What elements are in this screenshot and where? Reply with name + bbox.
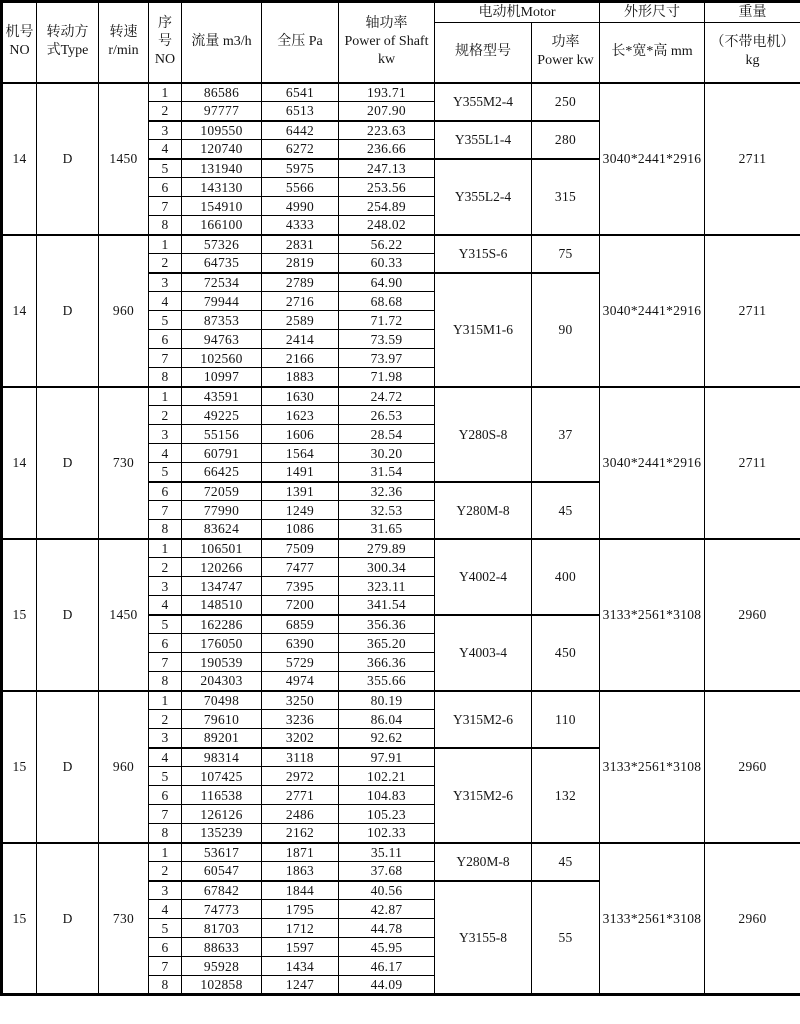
cell-shaft-power: 341.54 — [339, 596, 435, 615]
cell-shaft-power: 254.89 — [339, 197, 435, 216]
cell-shaft-power: 44.78 — [339, 919, 435, 938]
cell-shaft-power: 355.66 — [339, 672, 435, 691]
cell-motor-model: Y280S-8 — [435, 387, 532, 482]
cell-pressure: 6442 — [262, 121, 339, 140]
cell-pressure: 5566 — [262, 178, 339, 197]
cell-flow: 10997 — [182, 368, 262, 387]
cell-shaft-power: 56.22 — [339, 235, 435, 254]
cell-motor-power: 280 — [532, 121, 600, 159]
table-body — [2, 83, 800, 995]
col-header-speed: 转速 r/min — [99, 2, 149, 83]
cell-shaft-power: 104.83 — [339, 786, 435, 805]
cell-seq-no: 8 — [149, 976, 182, 995]
cell-shaft-power: 71.72 — [339, 311, 435, 330]
cell-pressure: 4990 — [262, 197, 339, 216]
cell-shaft-power: 28.54 — [339, 425, 435, 444]
cell-pressure: 1247 — [262, 976, 339, 995]
cell-motor-power: 37 — [532, 387, 600, 482]
cell-pressure: 1795 — [262, 900, 339, 919]
cell-drive-type: D — [37, 843, 99, 995]
cell-shaft-power: 32.53 — [339, 501, 435, 520]
cell-flow: 120266 — [182, 558, 262, 577]
cell-flow: 143130 — [182, 178, 262, 197]
cell-seq-no: 4 — [149, 900, 182, 919]
cell-shaft-power: 279.89 — [339, 539, 435, 558]
cell-flow: 43591 — [182, 387, 262, 406]
cell-seq-no: 8 — [149, 216, 182, 235]
cell-motor-power: 45 — [532, 843, 600, 881]
cell-flow: 60791 — [182, 444, 262, 463]
cell-seq-no: 5 — [149, 159, 182, 178]
cell-seq-no: 6 — [149, 634, 182, 653]
cell-flow: 107425 — [182, 767, 262, 786]
cell-pressure: 2486 — [262, 805, 339, 824]
cell-shaft-power: 24.72 — [339, 387, 435, 406]
cell-motor-power: 75 — [532, 235, 600, 273]
cell-shaft-power: 236.66 — [339, 140, 435, 159]
cell-seq-no: 1 — [149, 387, 182, 406]
cell-seq-no: 2 — [149, 862, 182, 881]
cell-flow: 72059 — [182, 482, 262, 501]
cell-flow: 57326 — [182, 235, 262, 254]
cell-seq-no: 5 — [149, 311, 182, 330]
cell-dimensions: 3133*2561*3108 — [600, 691, 705, 843]
cell-seq-no: 4 — [149, 748, 182, 767]
cell-flow: 66425 — [182, 463, 262, 482]
cell-flow: 204303 — [182, 672, 262, 691]
cell-flow: 97777 — [182, 102, 262, 121]
cell-flow: 131940 — [182, 159, 262, 178]
cell-shaft-power: 366.36 — [339, 653, 435, 672]
cell-shaft-power: 73.59 — [339, 330, 435, 349]
cell-weight: 2711 — [705, 235, 800, 387]
cell-seq-no: 2 — [149, 254, 182, 273]
cell-pressure: 1491 — [262, 463, 339, 482]
table-row — [2, 387, 800, 406]
cell-flow: 79944 — [182, 292, 262, 311]
cell-pressure: 1564 — [262, 444, 339, 463]
cell-motor-power: 110 — [532, 691, 600, 748]
cell-pressure: 2771 — [262, 786, 339, 805]
cell-pressure: 2819 — [262, 254, 339, 273]
cell-seq-no: 3 — [149, 881, 182, 900]
cell-seq-no: 3 — [149, 729, 182, 748]
cell-pressure: 7509 — [262, 539, 339, 558]
cell-shaft-power: 248.02 — [339, 216, 435, 235]
cell-flow: 67842 — [182, 881, 262, 900]
cell-flow: 148510 — [182, 596, 262, 615]
cell-flow: 134747 — [182, 577, 262, 596]
cell-seq-no: 6 — [149, 178, 182, 197]
cell-machine-no: 14 — [2, 83, 37, 235]
cell-flow: 64735 — [182, 254, 262, 273]
cell-seq-no: 8 — [149, 368, 182, 387]
cell-flow: 74773 — [182, 900, 262, 919]
cell-shaft-power: 30.20 — [339, 444, 435, 463]
cell-seq-no: 4 — [149, 444, 182, 463]
cell-pressure: 1606 — [262, 425, 339, 444]
cell-flow: 135239 — [182, 824, 262, 843]
cell-motor-power: 250 — [532, 83, 600, 121]
cell-seq-no: 2 — [149, 102, 182, 121]
cell-shaft-power: 40.56 — [339, 881, 435, 900]
cell-weight: 2960 — [705, 691, 800, 843]
cell-seq-no: 6 — [149, 938, 182, 957]
cell-flow: 109550 — [182, 121, 262, 140]
cell-flow: 79610 — [182, 710, 262, 729]
cell-weight: 2960 — [705, 539, 800, 691]
cell-pressure: 1712 — [262, 919, 339, 938]
cell-flow: 102560 — [182, 349, 262, 368]
cell-seq-no: 1 — [149, 235, 182, 254]
cell-shaft-power: 365.20 — [339, 634, 435, 653]
cell-shaft-power: 247.13 — [339, 159, 435, 178]
cell-shaft-power: 35.11 — [339, 843, 435, 862]
cell-flow: 60547 — [182, 862, 262, 881]
table-row — [2, 691, 800, 710]
cell-pressure: 1249 — [262, 501, 339, 520]
cell-machine-no: 14 — [2, 235, 37, 387]
cell-pressure: 6541 — [262, 83, 339, 102]
cell-motor-model: Y3155-8 — [435, 881, 532, 995]
col-header-motor-model: 规格型号 — [435, 23, 532, 83]
cell-motor-model: Y355L2-4 — [435, 159, 532, 235]
cell-seq-no: 2 — [149, 406, 182, 425]
cell-shaft-power: 31.65 — [339, 520, 435, 539]
table-row — [2, 235, 800, 254]
cell-speed: 960 — [99, 691, 149, 843]
cell-machine-no: 15 — [2, 691, 37, 843]
cell-speed: 1450 — [99, 539, 149, 691]
cell-pressure: 2166 — [262, 349, 339, 368]
cell-seq-no: 6 — [149, 482, 182, 501]
cell-pressure: 2589 — [262, 311, 339, 330]
cell-motor-power: 45 — [532, 482, 600, 539]
cell-shaft-power: 102.33 — [339, 824, 435, 843]
cell-flow: 55156 — [182, 425, 262, 444]
cell-seq-no: 1 — [149, 83, 182, 102]
cell-motor-model: Y315M2-6 — [435, 691, 532, 748]
cell-seq-no: 4 — [149, 292, 182, 311]
cell-flow: 120740 — [182, 140, 262, 159]
table-header — [2, 2, 800, 83]
cell-shaft-power: 97.91 — [339, 748, 435, 767]
cell-pressure: 3118 — [262, 748, 339, 767]
cell-motor-power: 55 — [532, 881, 600, 995]
cell-machine-no: 15 — [2, 843, 37, 995]
cell-flow: 98314 — [182, 748, 262, 767]
cell-pressure: 1871 — [262, 843, 339, 862]
cell-seq-no: 3 — [149, 121, 182, 140]
cell-seq-no: 1 — [149, 691, 182, 710]
cell-speed: 1450 — [99, 83, 149, 235]
cell-seq-no: 4 — [149, 596, 182, 615]
cell-seq-no: 7 — [149, 957, 182, 976]
cell-seq-no: 2 — [149, 710, 182, 729]
cell-motor-model: Y315M2-6 — [435, 748, 532, 843]
cell-shaft-power: 300.34 — [339, 558, 435, 577]
cell-motor-model: Y315S-6 — [435, 235, 532, 273]
cell-motor-model: Y315M1-6 — [435, 273, 532, 387]
cell-flow: 95928 — [182, 957, 262, 976]
cell-flow: 126126 — [182, 805, 262, 824]
cell-pressure: 4333 — [262, 216, 339, 235]
cell-shaft-power: 68.68 — [339, 292, 435, 311]
cell-seq-no: 6 — [149, 786, 182, 805]
cell-shaft-power: 80.19 — [339, 691, 435, 710]
cell-dimensions: 3040*2441*2916 — [600, 235, 705, 387]
cell-flow: 49225 — [182, 406, 262, 425]
cell-seq-no: 2 — [149, 558, 182, 577]
cell-flow: 53617 — [182, 843, 262, 862]
cell-seq-no: 7 — [149, 501, 182, 520]
cell-seq-no: 4 — [149, 140, 182, 159]
cell-pressure: 3236 — [262, 710, 339, 729]
cell-flow: 72534 — [182, 273, 262, 292]
cell-pressure: 1883 — [262, 368, 339, 387]
cell-motor-model: Y4003-4 — [435, 615, 532, 691]
col-header-seq-no: 序 号 NO — [149, 2, 182, 83]
cell-pressure: 2789 — [262, 273, 339, 292]
cell-shaft-power: 323.11 — [339, 577, 435, 596]
cell-seq-no: 8 — [149, 520, 182, 539]
cell-flow: 86586 — [182, 83, 262, 102]
cell-shaft-power: 45.95 — [339, 938, 435, 957]
cell-pressure: 5975 — [262, 159, 339, 178]
cell-pressure: 7395 — [262, 577, 339, 596]
cell-motor-power: 90 — [532, 273, 600, 387]
cell-seq-no: 5 — [149, 615, 182, 634]
cell-flow: 154910 — [182, 197, 262, 216]
cell-seq-no: 5 — [149, 919, 182, 938]
cell-seq-no: 8 — [149, 672, 182, 691]
col-header-weight-group: 重量 — [705, 2, 800, 23]
cell-pressure: 4974 — [262, 672, 339, 691]
cell-shaft-power: 102.21 — [339, 767, 435, 786]
cell-shaft-power: 31.54 — [339, 463, 435, 482]
cell-pressure: 6390 — [262, 634, 339, 653]
cell-seq-no: 3 — [149, 425, 182, 444]
cell-flow: 77990 — [182, 501, 262, 520]
cell-shaft-power: 193.71 — [339, 83, 435, 102]
cell-machine-no: 15 — [2, 539, 37, 691]
cell-pressure: 2831 — [262, 235, 339, 254]
cell-shaft-power: 86.04 — [339, 710, 435, 729]
cell-weight: 2711 — [705, 83, 800, 235]
cell-motor-power: 132 — [532, 748, 600, 843]
cell-seq-no: 7 — [149, 349, 182, 368]
table-row — [2, 539, 800, 558]
cell-pressure: 2716 — [262, 292, 339, 311]
cell-shaft-power: 26.53 — [339, 406, 435, 425]
table-row — [2, 843, 800, 862]
cell-dimensions: 3133*2561*3108 — [600, 843, 705, 995]
cell-shaft-power: 73.97 — [339, 349, 435, 368]
cell-pressure: 6859 — [262, 615, 339, 634]
cell-pressure: 2162 — [262, 824, 339, 843]
cell-speed: 730 — [99, 843, 149, 995]
cell-weight: 2711 — [705, 387, 800, 539]
cell-seq-no: 7 — [149, 805, 182, 824]
cell-pressure: 2972 — [262, 767, 339, 786]
cell-flow: 162286 — [182, 615, 262, 634]
cell-flow: 89201 — [182, 729, 262, 748]
cell-seq-no: 3 — [149, 577, 182, 596]
cell-shaft-power: 71.98 — [339, 368, 435, 387]
cell-drive-type: D — [37, 387, 99, 539]
cell-seq-no: 7 — [149, 197, 182, 216]
table-row — [2, 83, 800, 102]
cell-flow: 106501 — [182, 539, 262, 558]
cell-pressure: 6272 — [262, 140, 339, 159]
cell-motor-model: Y280M-8 — [435, 843, 532, 881]
cell-pressure: 1391 — [262, 482, 339, 501]
col-header-dimensions: 长*宽*高 mm — [600, 23, 705, 83]
cell-pressure: 2414 — [262, 330, 339, 349]
col-header-motor-group: 电动机Motor — [435, 2, 600, 23]
cell-seq-no: 1 — [149, 843, 182, 862]
cell-speed: 960 — [99, 235, 149, 387]
cell-pressure: 3202 — [262, 729, 339, 748]
cell-flow: 94763 — [182, 330, 262, 349]
cell-flow: 87353 — [182, 311, 262, 330]
cell-motor-model: Y355L1-4 — [435, 121, 532, 159]
cell-shaft-power: 253.56 — [339, 178, 435, 197]
cell-motor-model: Y4002-4 — [435, 539, 532, 615]
cell-seq-no: 6 — [149, 330, 182, 349]
cell-shaft-power: 207.90 — [339, 102, 435, 121]
cell-flow: 88633 — [182, 938, 262, 957]
cell-flow: 83624 — [182, 520, 262, 539]
cell-weight: 2960 — [705, 843, 800, 995]
cell-flow: 190539 — [182, 653, 262, 672]
cell-flow: 116538 — [182, 786, 262, 805]
cell-drive-type: D — [37, 691, 99, 843]
col-header-drive-type: 转动方 式Type — [37, 2, 99, 83]
col-header-dimensions-group: 外形尺寸 — [600, 2, 705, 23]
cell-pressure: 6513 — [262, 102, 339, 121]
col-header-flow: 流量 m3/h — [182, 2, 262, 83]
cell-seq-no: 5 — [149, 463, 182, 482]
cell-dimensions: 3040*2441*2916 — [600, 387, 705, 539]
cell-pressure: 1086 — [262, 520, 339, 539]
cell-pressure: 1597 — [262, 938, 339, 957]
cell-pressure: 1623 — [262, 406, 339, 425]
cell-dimensions: 3133*2561*3108 — [600, 539, 705, 691]
cell-motor-model: Y355M2-4 — [435, 83, 532, 121]
cell-pressure: 1844 — [262, 881, 339, 900]
cell-seq-no: 7 — [149, 653, 182, 672]
cell-pressure: 7200 — [262, 596, 339, 615]
cell-seq-no: 1 — [149, 539, 182, 558]
cell-seq-no: 8 — [149, 824, 182, 843]
cell-flow: 70498 — [182, 691, 262, 710]
cell-shaft-power: 64.90 — [339, 273, 435, 292]
cell-pressure: 3250 — [262, 691, 339, 710]
cell-shaft-power: 32.36 — [339, 482, 435, 501]
cell-shaft-power: 92.62 — [339, 729, 435, 748]
cell-shaft-power: 356.36 — [339, 615, 435, 634]
cell-pressure: 5729 — [262, 653, 339, 672]
cell-drive-type: D — [37, 235, 99, 387]
cell-pressure: 1630 — [262, 387, 339, 406]
cell-motor-power: 400 — [532, 539, 600, 615]
cell-seq-no: 3 — [149, 273, 182, 292]
cell-pressure: 1434 — [262, 957, 339, 976]
col-header-pressure: 全压 Pa — [262, 2, 339, 83]
cell-shaft-power: 44.09 — [339, 976, 435, 995]
cell-shaft-power: 46.17 — [339, 957, 435, 976]
col-header-motor-power: 功率 Power kw — [532, 23, 600, 83]
cell-drive-type: D — [37, 539, 99, 691]
cell-motor-power: 315 — [532, 159, 600, 235]
cell-shaft-power: 223.63 — [339, 121, 435, 140]
cell-flow: 176050 — [182, 634, 262, 653]
cell-dimensions: 3040*2441*2916 — [600, 83, 705, 235]
cell-shaft-power: 105.23 — [339, 805, 435, 824]
col-header-machine-no: 机号 NO — [2, 2, 37, 83]
col-header-weight: （不带电机） kg — [705, 23, 800, 83]
cell-flow: 102858 — [182, 976, 262, 995]
cell-motor-model: Y280M-8 — [435, 482, 532, 539]
col-header-shaft-power: 轴功率 Power of Shaft kw — [339, 2, 435, 83]
cell-shaft-power: 42.87 — [339, 900, 435, 919]
cell-shaft-power: 60.33 — [339, 254, 435, 273]
cell-seq-no: 5 — [149, 767, 182, 786]
cell-machine-no: 14 — [2, 387, 37, 539]
cell-flow: 166100 — [182, 216, 262, 235]
cell-pressure: 7477 — [262, 558, 339, 577]
cell-drive-type: D — [37, 83, 99, 235]
cell-shaft-power: 37.68 — [339, 862, 435, 881]
cell-pressure: 1863 — [262, 862, 339, 881]
cell-flow: 81703 — [182, 919, 262, 938]
cell-motor-power: 450 — [532, 615, 600, 691]
cell-speed: 730 — [99, 387, 149, 539]
